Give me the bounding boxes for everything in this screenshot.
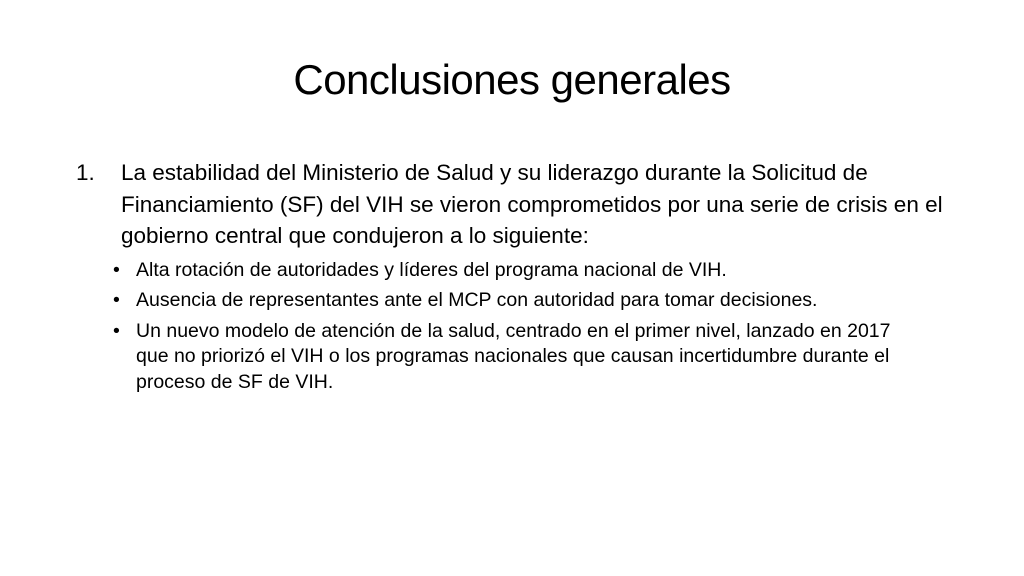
bullet-item — [111, 319, 896, 396]
bullet-text: Un nuevo modelo de atención de la salud, centrado en el primer nivel, lanzado en 2017 que no priorizó el VIH o los programas nacionales que causan incertidumbre durante el proceso de SF de VIH. — [136, 319, 891, 393]
numbered-item — [76, 157, 956, 252]
bullet-text: Alta rotación de autoridades y líderes del programa nacional de VIH. — [136, 258, 727, 281]
slide-content — [76, 157, 956, 400]
bullet-list — [76, 258, 956, 396]
bullet-text: Ausencia de representantes ante el MCP con autoridad para tomar decisiones. — [136, 289, 818, 311]
bullet-icon: • — [113, 319, 120, 342]
item-number: 1. — [76, 160, 95, 185]
slide-title: Conclusiones generales — [293, 56, 731, 103]
bullet-item — [111, 258, 896, 284]
bullet-icon: • — [113, 258, 120, 281]
bullet-icon: • — [113, 289, 120, 311]
item-text: La estabilidad del Ministerio de Salud y su liderazgo durante la Solicitud de Financiamiento (SF) del VIH se vieron comprometidos por una serie de crisis en el gobierno central que condujeron a lo siguiente: — [121, 160, 943, 248]
bullet-item — [111, 288, 896, 314]
